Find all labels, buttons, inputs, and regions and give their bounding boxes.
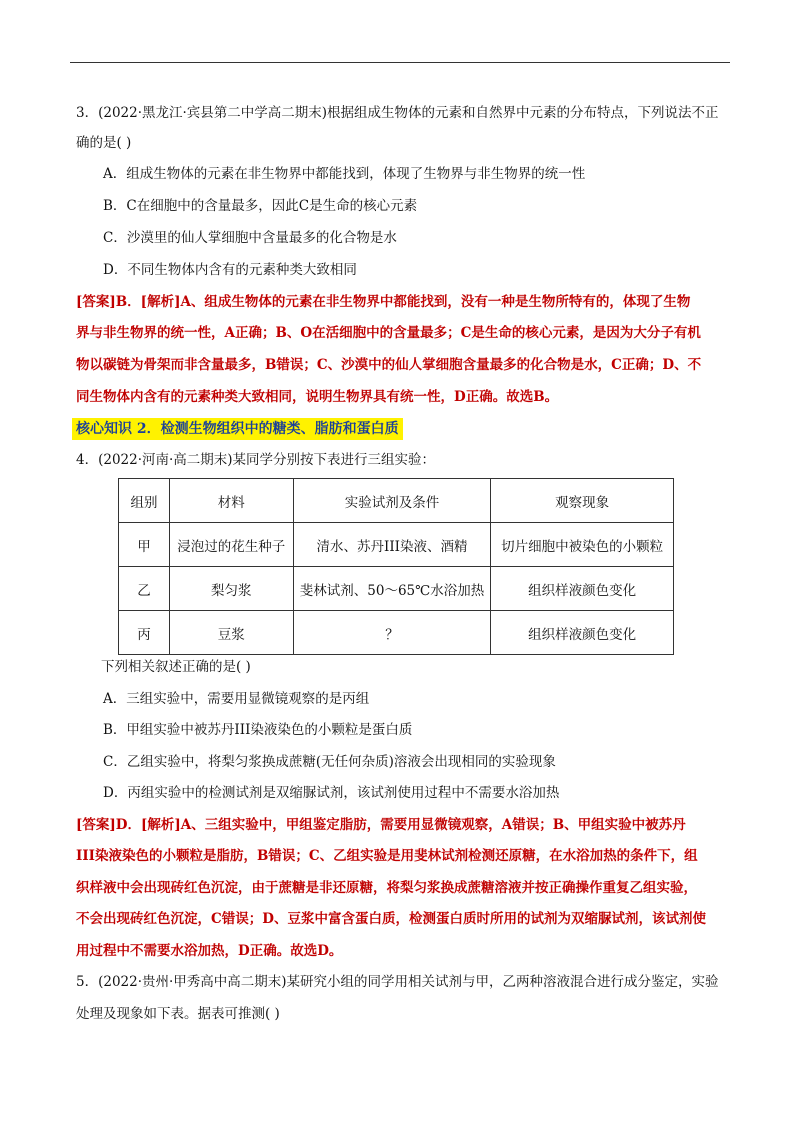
table-cell: 甲 [119,523,170,567]
table-cell: 豆浆 [169,611,293,655]
table-cell: 清水、苏丹III染液、酒精 [293,523,491,567]
q4-option-b: B．甲组实验中被苏丹III染液染色的小颗粒是蛋白质 [103,722,413,738]
table-row [119,611,674,655]
table-cell: 浸泡过的花生种子 [169,523,293,567]
table-cell: 斐林试剂、50～65℃水浴加热 [293,567,491,611]
q3-answer-line4: 同生物体内含有的元素种类大致相同，说明生物界具有统一性，D正确。故选B。 [76,389,559,405]
q3-answer-line1: [答案]B．[解析]A、组成生物体的元素在非生物界中都能找到，没有一种是生物所特有的，体现了生物 [76,294,691,310]
experiment-table [118,478,674,655]
table-header-cell: 观察现象 [491,479,674,523]
q4-option-d: D．丙组实验中的检测试剂是双缩脲试剂，该试剂使用过程中不需要水浴加热 [103,785,560,801]
q3-stem-line2: 确的是( ) [76,135,132,151]
q4-option-c: C．乙组实验中，将梨匀浆换成蔗糖(无任何杂质)溶液会出现相同的实验现象 [103,754,556,770]
q3-option-b: B．C在细胞中的含量最多，因此C是生命的核心元素 [103,198,418,214]
table-row [119,567,674,611]
section-heading: 核心知识 2．检测生物组织中的糖类、脂肪和蛋白质 [72,418,403,440]
table-cell: ？ [293,611,491,655]
q5-stem-line1: 5．(2022·贵州·甲秀高中高二期末)某研究小组的同学用相关试剂与甲，乙两种溶液混合进行成分鉴定，实验 [76,974,719,990]
table-cell: 组织样液颜色变化 [491,611,674,655]
q4-answer-line4: 不会出现砖红色沉淀，C错误；D、豆浆中富含蛋白质，检测蛋白质时所用的试剂为双缩脲试剂，该试剂使 [76,911,706,927]
table-cell: 组织样液颜色变化 [491,567,674,611]
q4-answer-line1: [答案]D．[解析]A、三组实验中，甲组鉴定脂肪，需要用显微镜观察，A错误；B、甲组实验中被苏丹 [76,817,686,833]
table-cell: 梨匀浆 [169,567,293,611]
q4-answer-line2: III染液染色的小颗粒是脂肪，B错误；C、乙组实验是用斐林试剂检测还原糖，在水浴加热的条件下，组 [76,848,698,864]
q5-stem-line2: 处理及现象如下表。据表可推测( ) [76,1006,280,1022]
q3-option-d: D．不同生物体内含有的元素种类大致相同 [103,262,357,278]
q3-stem-line1: 3．(2022·黑龙江·宾县第二中学高二期末)根据组成生物体的元素和自然界中元素的分布特点，下列说法不正 [76,105,719,121]
table-header-row [119,479,674,523]
table-header-cell: 材料 [169,479,293,523]
q4-stem-line1: 4．(2022·河南·高二期末)某同学分别按下表进行三组实验： [76,452,436,468]
q4-answer-line3: 织样液中会出现砖红色沉淀，由于蔗糖是非还原糖，将梨匀浆换成蔗糖溶液并按正确操作重复乙组实验， [76,880,697,896]
q3-option-a: A．组成生物体的元素在非生物界中都能找到，体现了生物界与非生物界的统一性 [103,166,586,182]
header-rule [70,62,730,63]
table-cell: 切片细胞中被染色的小颗粒 [491,523,674,567]
table-header-cell: 实验试剂及条件 [293,479,491,523]
table-cell: 丙 [119,611,170,655]
q4-option-a: A．三组实验中，需要用显微镜观察的是丙组 [103,691,370,707]
q4-answer-line5: 用过程中不需要水浴加热，D正确。故选D。 [76,943,343,959]
q3-answer-line3: 物以碳链为骨架而非含量最多，B错误；C、沙漠中的仙人掌细胞含量最多的化合物是水，C正确；D、不 [76,357,702,373]
table-row [119,523,674,567]
table-cell: 乙 [119,567,170,611]
q3-answer-line2: 界与非生物界的统一性，A正确；B、O在活细胞中的含量最多；C是生命的核心元素，是因为大分子有机 [76,325,701,341]
q3-option-c: C．沙漠里的仙人掌细胞中含量最多的化合物是水 [103,230,397,246]
q4-stem-line2: 下列相关叙述正确的是( ) [101,659,251,675]
table-header-cell: 组别 [119,479,170,523]
